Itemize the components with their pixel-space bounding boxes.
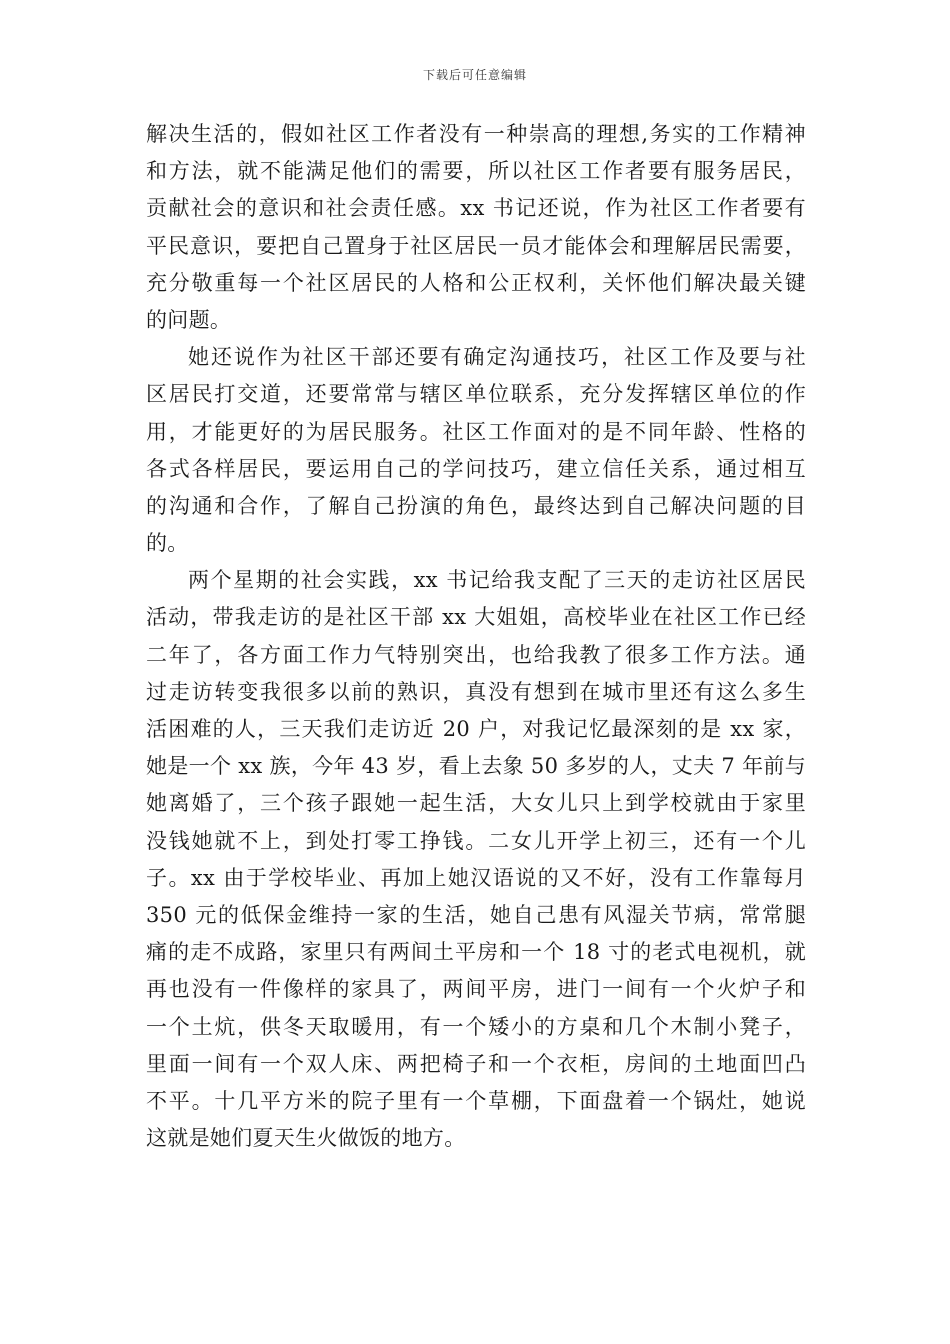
paragraph-line: 不平。十几平方米的院子里有一个草棚，下面盘着一个锅灶，她说 [146,1088,806,1113]
paragraph-line: 的沟通和合作，了解自己扮演的角色，最终达到自己解决问题的目 [146,493,806,518]
paragraph-line: 痛的走不成路，家里只有两间土平房和一个 18 寸的老式电视机，就 [146,940,806,965]
paragraph-line: 过走访转变我很多以前的熟识，真没有想到在城市里还有这么多生 [146,679,806,704]
paragraph-line: 她是一个 xx 族，今年 43 岁，看上去象 50 多岁的人，丈夫 7 年前与 [146,754,806,779]
paragraph-line: 一个土炕，供冬天取暖用，有一个矮小的方桌和几个木制小凳子， [146,1014,806,1039]
document-body [146,116,806,1157]
paragraph-line: 和方法，就不能满足他们的需要，所以社区工作者要有服务居民， [146,159,806,184]
paragraph-line: 活动，带我走访的是社区干部 xx 大姐姐，高校毕业在社区工作已经 [146,605,806,630]
paragraph-line: 活困难的人，三天我们走访近 20 户，对我记忆最深刻的是 xx 家， [146,717,806,741]
paragraph-line: 两个星期的社会实践，xx 书记给我支配了三天的走访社区居民 [188,568,806,593]
paragraph-line: 贡献社会的意识和社会责任感。xx 书记还说，作为社区工作者要有 [146,196,806,221]
paragraph-line: 没钱她就不上，到处打零工挣钱。二女儿开学上初三，还有一个儿 [146,828,806,853]
paragraph-line: 二年了，各方面工作力气特别突出，也给我教了很多工作方法。通 [146,642,806,667]
paragraph-line: 里面一间有一个双人床、两把椅子和一个衣柜，房间的土地面凹凸 [146,1051,806,1076]
paragraph-1 [146,116,806,339]
paragraph-line: 的问题。 [146,307,232,332]
paragraph-line: 子。xx 由于学校毕业、再加上她汉语说的又不好，没有工作靠每月 [146,865,806,890]
paragraph-line: 各式各样居民，要运用自己的学问技巧，建立信任关系，通过相互 [146,456,806,481]
paragraph-line: 再也没有一件像样的家具了，两间平房，进门一间有一个火炉子和 [146,977,806,1002]
paragraph-line: 她还说作为社区干部还要有确定沟通技巧，社区工作及要与社 [188,345,806,370]
paragraph-line: 的。 [146,531,189,556]
paragraph-line: 解决生活的，假如社区工作者没有一种崇高的理想,务实的工作精神 [146,122,806,146]
paragraph-line: 用，才能更好的为居民服务。社区工作面对的是不同年龄、性格的 [146,419,806,444]
paragraph-line: 这就是她们夏天生火做饭的地方。 [146,1126,466,1151]
paragraph-line: 区居民打交道，还要常常与辖区单位联系，充分发挥辖区单位的作 [146,382,806,407]
paragraph-line: 平民意识，要把自己置身于社区居民一员才能体会和理解居民需要， [146,233,806,258]
paragraph-3 [146,562,806,1157]
paragraph-line: 充分敬重每一个社区居民的人格和公正权利，关怀他们解决最关键 [146,270,806,295]
paragraph-line: 350 元的低保金维持一家的生活，她自己患有风湿关节病，常常腿 [146,902,806,927]
page-header: 下载后可任意编辑 [422,68,527,82]
paragraph-line: 她离婚了，三个孩子跟她一起生活，大女儿只上到学校就由于家里 [146,791,806,816]
paragraph-2 [146,339,806,562]
